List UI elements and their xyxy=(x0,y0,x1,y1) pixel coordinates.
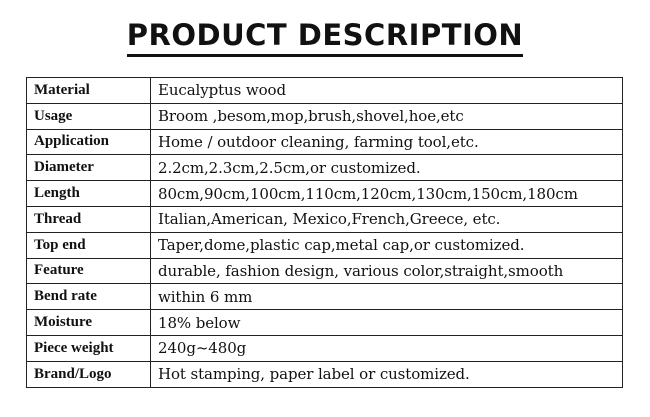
table-row xyxy=(27,310,623,336)
table-row xyxy=(27,155,623,181)
row-label: Moisture xyxy=(27,310,151,336)
row-value: durable, fashion design, various color,straight,smooth xyxy=(151,258,623,284)
row-value: Broom ,besom,mop,brush,shovel,hoe,etc xyxy=(151,103,623,129)
table-row xyxy=(27,335,623,361)
row-label: Bend rate xyxy=(27,284,151,310)
row-value: Hot stamping, paper label or customized. xyxy=(151,361,623,387)
table-row xyxy=(27,361,623,387)
row-value: Eucalyptus wood xyxy=(151,78,623,104)
row-label: Brand/Logo xyxy=(27,361,151,387)
table-row xyxy=(27,206,623,232)
row-value: within 6 mm xyxy=(151,284,623,310)
row-label: Feature xyxy=(27,258,151,284)
row-label: Thread xyxy=(27,206,151,232)
row-label: Material xyxy=(27,78,151,104)
table-row xyxy=(27,232,623,258)
product-spec-table xyxy=(26,77,623,388)
row-value: Home / outdoor cleaning, farming tool,etc. xyxy=(151,129,623,155)
row-value: 2.2cm,2.3cm,2.5cm,or customized. xyxy=(151,155,623,181)
row-value: 240g~480g xyxy=(151,335,623,361)
table-row xyxy=(27,181,623,207)
row-label: Usage xyxy=(27,103,151,129)
row-value: Italian,American, Mexico,French,Greece, etc. xyxy=(151,206,623,232)
row-label: Length xyxy=(27,181,151,207)
row-value: 18% below xyxy=(151,310,623,336)
row-value: Taper,dome,plastic cap,metal cap,or customized. xyxy=(151,232,623,258)
table-row xyxy=(27,258,623,284)
row-label: Application xyxy=(27,129,151,155)
table-row xyxy=(27,103,623,129)
row-value: 80cm,90cm,100cm,110cm,120cm,130cm,150cm,180cm xyxy=(151,181,623,207)
row-label: Diameter xyxy=(27,155,151,181)
row-label: Top end xyxy=(27,232,151,258)
title-container xyxy=(0,18,650,57)
table-row xyxy=(27,284,623,310)
page-title: PRODUCT DESCRIPTION xyxy=(127,18,523,57)
table-row xyxy=(27,78,623,104)
row-label: Piece weight xyxy=(27,335,151,361)
table-row xyxy=(27,129,623,155)
